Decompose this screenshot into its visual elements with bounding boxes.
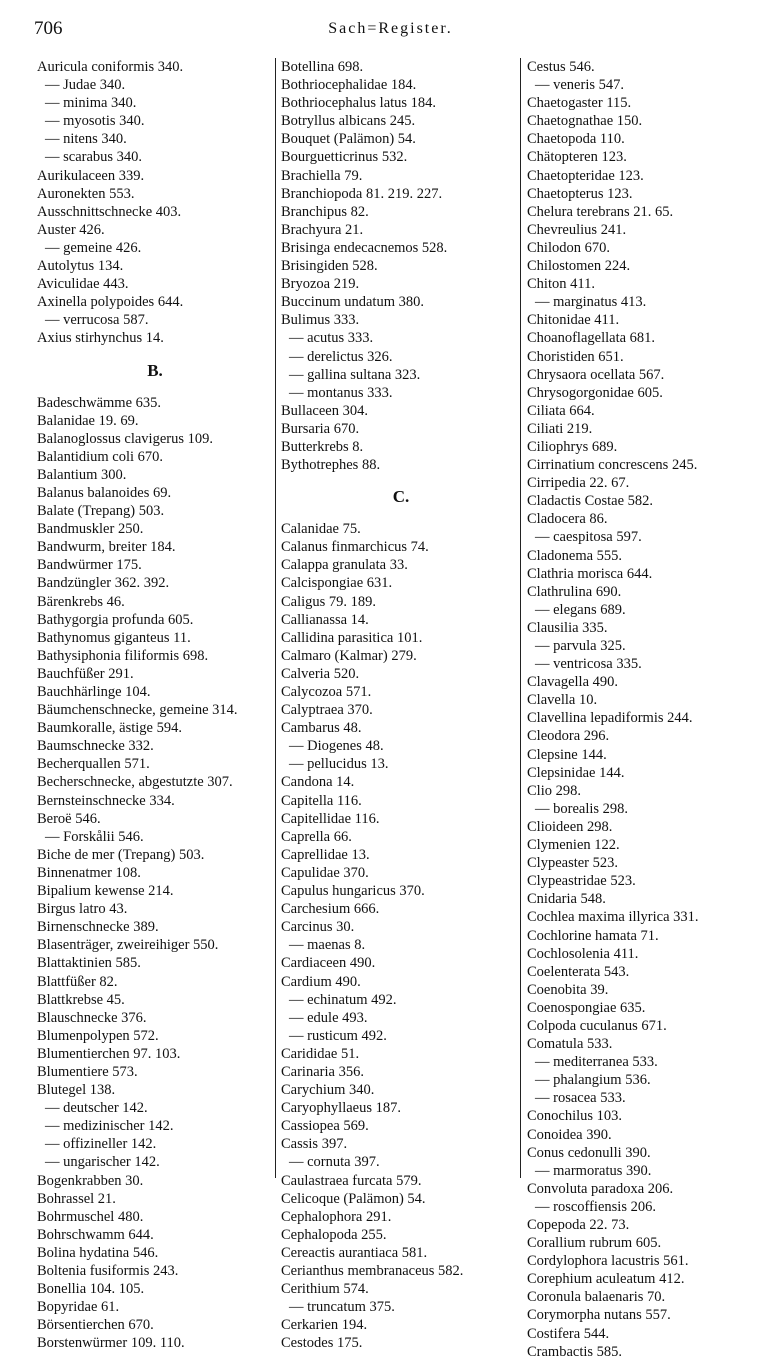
index-entry: Bothriocephalus latus 184. [281, 95, 437, 112]
index-entry: Calycozoa 571. [281, 684, 372, 700]
index-entry: Costifera 544. [527, 1325, 610, 1342]
index-entry: Chrysogorgonidae 605. [527, 384, 663, 401]
index-subentry: — offizineller 142. [45, 1136, 157, 1153]
index-subentry: — pellucidus 13. [289, 756, 389, 773]
index-entry: Capulidae 370. [281, 864, 369, 881]
index-entry: Bandwurm, breiter 184. [37, 539, 176, 556]
index-entry: Calmaro (Kalmar) 279. [281, 647, 417, 664]
index-entry: Carididae 51. [281, 1045, 360, 1062]
index-entry: Aviculidae 443. [37, 276, 129, 293]
index-entry: Cardiaceen 490. [281, 955, 376, 972]
index-entry: Borstenwürmer 109. 110. [37, 1335, 185, 1352]
index-entry: Caprellidae 13. [281, 846, 370, 863]
index-entry: Bernsteinschnecke 334. [37, 792, 175, 809]
index-entry: Blasenträger, zweireihiger 550. [37, 937, 219, 954]
index-entry: Baumschnecke 332. [37, 738, 154, 755]
index-subentry: — acutus 333. [289, 330, 374, 347]
index-entry: Blutegel 138. [37, 1082, 116, 1099]
index-entry: Chilodon 670. [527, 239, 610, 256]
index-entry: Capulus hungaricus 370. [281, 883, 425, 900]
index-entry: Bäumchenschnecke, gemeine 314. [37, 702, 238, 719]
index-entry: Capitella 116. [281, 792, 362, 809]
index-entry: Aurikulaceen 339. [37, 167, 145, 184]
index-entry: Bärenkrebs 46. [37, 593, 125, 610]
index-subentry: — edule 493. [289, 1009, 368, 1026]
index-subentry: — rosacea 533. [535, 1090, 626, 1107]
index-entry: Becherschnecke, abgestutzte 307. [37, 774, 233, 791]
index-entry: Bathygorgia profunda 605. [37, 611, 194, 628]
index-entry: Cirripedia 22. 67. [527, 475, 630, 492]
index-entry: Clypeastridae 523. [527, 873, 636, 890]
index-entry: Cestodes 175. [281, 1335, 363, 1352]
index-subentry: — elegans 689. [535, 601, 626, 618]
index-entry: Blumentiere 573. [37, 1063, 138, 1080]
index-subentry: — borealis 298. [535, 800, 629, 817]
index-subentry: — mediterranea 533. [535, 1054, 658, 1071]
index-entry: Chaetopteridae 123. [527, 167, 644, 184]
index-subentry: — myosotis 340. [45, 113, 145, 130]
index-subentry: — gallina sultana 323. [289, 366, 421, 383]
index-entry: Clepsine 144. [527, 746, 607, 763]
index-entry: Botryllus albicans 245. [281, 113, 416, 130]
index-entry: Coenobita 39. [527, 981, 609, 998]
index-subentry: — minima 340. [45, 95, 137, 112]
index-entry: Brisingiden 528. [281, 258, 378, 275]
index-entry: Carinaria 356. [281, 1063, 364, 1080]
index-entry: Clymenien 122. [527, 837, 620, 854]
index-entry: Axius stirhynchus 14. [37, 330, 164, 347]
index-entry: Börsentierchen 670. [37, 1317, 154, 1334]
index-subentry: — phalangium 536. [535, 1072, 651, 1089]
index-entry: Ausschnittschnecke 403. [37, 203, 182, 220]
index-entry: Butterkrebs 8. [281, 438, 364, 455]
index-entry: Chilostomen 224. [527, 258, 631, 275]
index-entry: Badeschwämme 635. [37, 394, 162, 411]
index-entry: Chaetognathae 150. [527, 113, 643, 130]
index-entry: Balate (Trepang) 503. [37, 503, 165, 520]
index-entry: Birnenschnecke 389. [37, 919, 159, 936]
index-entry: Callidina parasitica 101. [281, 629, 423, 646]
index-entry: Bohrschwamm 644. [37, 1226, 154, 1243]
index-entry: Auronekten 553. [37, 185, 135, 202]
index-entry: Bathysiphonia filiformis 698. [37, 647, 209, 664]
index-entry: Baumkoralle, ästige 594. [37, 720, 182, 737]
index-entry: Bandzüngler 362. 392. [37, 575, 170, 592]
index-entry: Buccinum undatum 380. [281, 294, 424, 311]
index-entry: Calyptraea 370. [281, 702, 373, 719]
index-entry: Clypeaster 523. [527, 855, 619, 872]
index-entry: Conochilus 103. [527, 1108, 623, 1125]
index-entry: Capitellidae 116. [281, 810, 380, 827]
index-subentry: — maenas 8. [289, 937, 366, 954]
index-entry: Birgus latro 43. [37, 901, 128, 918]
index-entry: Boltenia fusiformis 243. [37, 1263, 179, 1279]
index-subentry: — medizinischer 142. [45, 1118, 174, 1135]
index-entry: Bryozoa 219. [281, 276, 360, 293]
index-entry: Cladactis Costae 582. [527, 493, 654, 510]
page-header [0, 18, 781, 42]
index-entry: Chätopteren 123. [527, 149, 627, 166]
index-subentry: — montanus 333. [289, 384, 393, 401]
index-subentry: — marginatus 413. [535, 294, 647, 311]
index-entry: Bothriocephalidae 184. [281, 77, 417, 94]
index-entry: Bopyridae 61. [37, 1299, 120, 1316]
index-entry: Bathynomus giganteus 11. [37, 629, 191, 646]
index-entry: Cardium 490. [281, 973, 361, 990]
index-entry: Caligus 79. 189. [281, 593, 377, 610]
index-entry: Bauchfüßer 291. [37, 665, 134, 682]
index-entry: Carchesium 666. [281, 901, 380, 918]
index-subentry: — gemeine 426. [45, 239, 142, 256]
index-entry: Comatula 533. [527, 1036, 613, 1053]
index-entry: Caryophyllaeus 187. [281, 1100, 402, 1117]
index-entry: Corallium rubrum 605. [527, 1235, 662, 1252]
index-entry: Corephium aculeatum 412. [527, 1271, 685, 1288]
letter-heading: B. [147, 360, 163, 380]
index-entry: Caulastraea furcata 579. [281, 1172, 422, 1189]
index-entry: Cephalopoda 255. [281, 1226, 387, 1243]
index-entry: Cladocera 86. [527, 511, 608, 528]
index-entry: Crambactis 585. [527, 1343, 623, 1360]
index-entry: Biche de mer (Trepang) 503. [37, 846, 205, 863]
index-entry: Clepsinidae 144. [527, 764, 625, 781]
index-entry: Candona 14. [281, 774, 355, 791]
index-entry: Beroë 546. [37, 810, 101, 827]
index-entry: Corymorpha nutans 557. [527, 1307, 671, 1324]
index-entry: Clathrulina 690. [527, 583, 622, 600]
index-entry: Chevreulius 241. [527, 221, 627, 238]
index-entry: Cleodora 296. [527, 728, 610, 745]
index-entry: Bouquet (Palämon) 54. [281, 131, 416, 148]
index-entry: Bauchhärlinge 104. [37, 684, 151, 700]
index-column-2 [281, 58, 521, 1352]
index-entry: Bullaceen 304. [281, 402, 368, 419]
index-entry: Cochlosolenia 411. [527, 945, 639, 962]
index-entry: Becherquallen 571. [37, 756, 150, 773]
index-entry: Cochlorine hamata 71. [527, 927, 659, 944]
index-subentry: — Forskålii 546. [45, 828, 144, 845]
index-entry: Chaetopterus 123. [527, 185, 633, 202]
index-subentry: — nitens 340. [45, 131, 127, 148]
index-entry: Chelura terebrans 21. 65. [527, 203, 674, 220]
index-entry: Choristiden 651. [527, 348, 624, 365]
index-entry: Botellina 698. [281, 59, 364, 75]
index-entry: Colpoda cuculanus 671. [527, 1017, 667, 1034]
index-entry: Auster 426. [37, 221, 105, 238]
index-entry: Cerithium 574. [281, 1281, 369, 1298]
index-entry: Balantium 300. [37, 466, 127, 483]
index-subentry: — verrucosa 587. [45, 312, 149, 329]
index-entry: Calcispongiae 631. [281, 575, 393, 592]
index-subentry: — truncatum 375. [289, 1299, 395, 1316]
index-entry: Bolina hydatina 546. [37, 1244, 159, 1261]
index-entry: Conus cedonulli 390. [527, 1144, 651, 1161]
index-entry: Brachyura 21. [281, 221, 364, 238]
index-entry: Bythotrephes 88. [281, 457, 381, 474]
index-entry: Bulimus 333. [281, 312, 360, 329]
index-entry: Calanus finmarchicus 74. [281, 539, 429, 556]
index-entry: Cassiopea 569. [281, 1118, 369, 1135]
index-subentry: — echinatum 492. [289, 991, 397, 1008]
index-entry: Cordylophora lacustris 561. [527, 1253, 689, 1270]
index-column-3 [527, 58, 773, 1361]
page-title: Sach=Register. [328, 20, 453, 37]
index-entry: Celicoque (Palämon) 54. [281, 1190, 426, 1207]
index-subentry: — Diogenes 48. [289, 738, 384, 755]
index-entry: Chiton 411. [527, 276, 595, 293]
index-entry: Blauschnecke 376. [37, 1009, 147, 1026]
index-entry: Branchipus 82. [281, 203, 369, 220]
index-entry: Caprella 66. [281, 828, 352, 845]
index-subentry: — derelictus 326. [289, 348, 393, 365]
index-subentry: — ungarischer 142. [45, 1154, 160, 1171]
index-entry: Axinella polypoides 644. [37, 294, 184, 311]
index-subentry: — marmoratus 390. [535, 1162, 652, 1179]
index-entry: Clavella 10. [527, 692, 598, 709]
index-entry: Bipalium kewense 214. [37, 883, 174, 900]
column-divider [275, 58, 276, 1178]
index-entry: Cereactis aurantiaca 581. [281, 1244, 428, 1261]
index-entry: Auricula coniformis 340. [37, 59, 184, 75]
index-entry: Brisinga endecacnemos 528. [281, 239, 448, 256]
index-entry: Branchiopoda 81. 219. 227. [281, 185, 443, 202]
index-subentry: — veneris 547. [535, 77, 624, 94]
index-entry: Cestus 546. [527, 59, 595, 75]
index-entry: Coelenterata 543. [527, 963, 630, 980]
index-entry: Binnenatmer 108. [37, 864, 141, 881]
index-entry: Cochlea maxima illyrica 331. [527, 909, 699, 926]
index-entry: Ciliophrys 689. [527, 438, 618, 455]
index-entry: Bohrassel 21. [37, 1190, 116, 1207]
index-entry: Cassis 397. [281, 1136, 348, 1153]
index-entry: Clavellina lepadiformis 244. [527, 710, 693, 727]
index-entry: Clioideen 298. [527, 818, 613, 835]
index-entry: Balanidae 19. 69. [37, 412, 139, 429]
index-entry: Carychium 340. [281, 1082, 375, 1099]
index-entry: Clio 298. [527, 782, 581, 799]
index-entry: Cerianthus membranaceus 582. [281, 1263, 464, 1279]
index-entry: Blattaktinien 585. [37, 955, 141, 972]
index-entry: Chaetopoda 110. [527, 131, 625, 148]
index-subentry: — rusticum 492. [289, 1027, 387, 1044]
index-entry: Cambarus 48. [281, 720, 362, 737]
index-entry: Ciliata 664. [527, 402, 595, 419]
index-subentry: — parvula 325. [535, 638, 626, 654]
index-entry: Coronula balaenaris 70. [527, 1289, 666, 1306]
index-entry: Bohrmuschel 480. [37, 1208, 144, 1225]
index-entry: Clathria morisca 644. [527, 565, 653, 582]
index-subentry: — roscoffiensis 206. [535, 1198, 656, 1215]
index-entry: Balanoglossus clavigerus 109. [37, 430, 213, 447]
index-entry: Choanoflagellata 681. [527, 330, 656, 347]
index-column-1 [37, 58, 273, 1352]
index-subentry: — scarabus 340. [45, 149, 143, 166]
index-entry: Blattfüßer 82. [37, 973, 118, 990]
index-subentry: — deutscher 142. [45, 1100, 148, 1117]
page-number: 706 [34, 18, 63, 39]
index-subentry: — Judae 340. [45, 77, 126, 94]
index-entry: Balantidium coli 670. [37, 448, 164, 465]
index-entry: Bonellia 104. 105. [37, 1281, 145, 1298]
index-entry: Calanidae 75. [281, 521, 361, 538]
index-entry: Cladonema 555. [527, 547, 623, 564]
index-entry: Chaetogaster 115. [527, 95, 632, 112]
index-entry: Cirrinatium concrescens 245. [527, 457, 698, 474]
index-entry: Clausilia 335. [527, 619, 608, 636]
index-entry: Bogenkrabben 30. [37, 1172, 144, 1189]
index-entry: Bursaria 670. [281, 420, 360, 437]
index-entry: Autolytus 134. [37, 258, 124, 275]
index-entry: Copepoda 22. 73. [527, 1217, 630, 1233]
index-subentry: — ventricosa 335. [535, 656, 642, 673]
index-entry: Coenospongiae 635. [527, 999, 646, 1016]
index-entry: Blattkrebse 45. [37, 991, 125, 1008]
index-entry: Clavagella 490. [527, 674, 619, 691]
index-subentry: — caespitosa 597. [535, 529, 642, 546]
index-entry: Ciliati 219. [527, 420, 593, 437]
index-entry: Blumentierchen 97. 103. [37, 1045, 181, 1062]
index-subentry: — cornuta 397. [289, 1154, 380, 1171]
index-entry: Bandmuskler 250. [37, 521, 144, 538]
index-entry: Blumenpolypen 572. [37, 1027, 159, 1044]
index-entry: Callianassa 14. [281, 611, 369, 628]
index-entry: Cerkarien 194. [281, 1317, 368, 1334]
index-entry: Cnidaria 548. [527, 891, 606, 908]
index-entry: Bandwürmer 175. [37, 557, 142, 574]
index-entry: Chitonidae 411. [527, 312, 620, 329]
letter-heading: C. [392, 487, 410, 507]
index-entry: Chrysaora ocellata 567. [527, 366, 665, 383]
index-entry: Balanus balanoides 69. [37, 484, 172, 501]
index-entry: Bourguetticrinus 532. [281, 149, 408, 166]
index-entry: Calappa granulata 33. [281, 557, 408, 574]
index-entry: Cephalophora 291. [281, 1208, 392, 1225]
index-entry: Brachiella 79. [281, 167, 363, 184]
index-entry: Carcinus 30. [281, 919, 355, 936]
index-entry: Conoidea 390. [527, 1126, 612, 1143]
index-entry: Calveria 520. [281, 665, 360, 682]
index-entry: Convoluta paradoxa 206. [527, 1180, 674, 1197]
